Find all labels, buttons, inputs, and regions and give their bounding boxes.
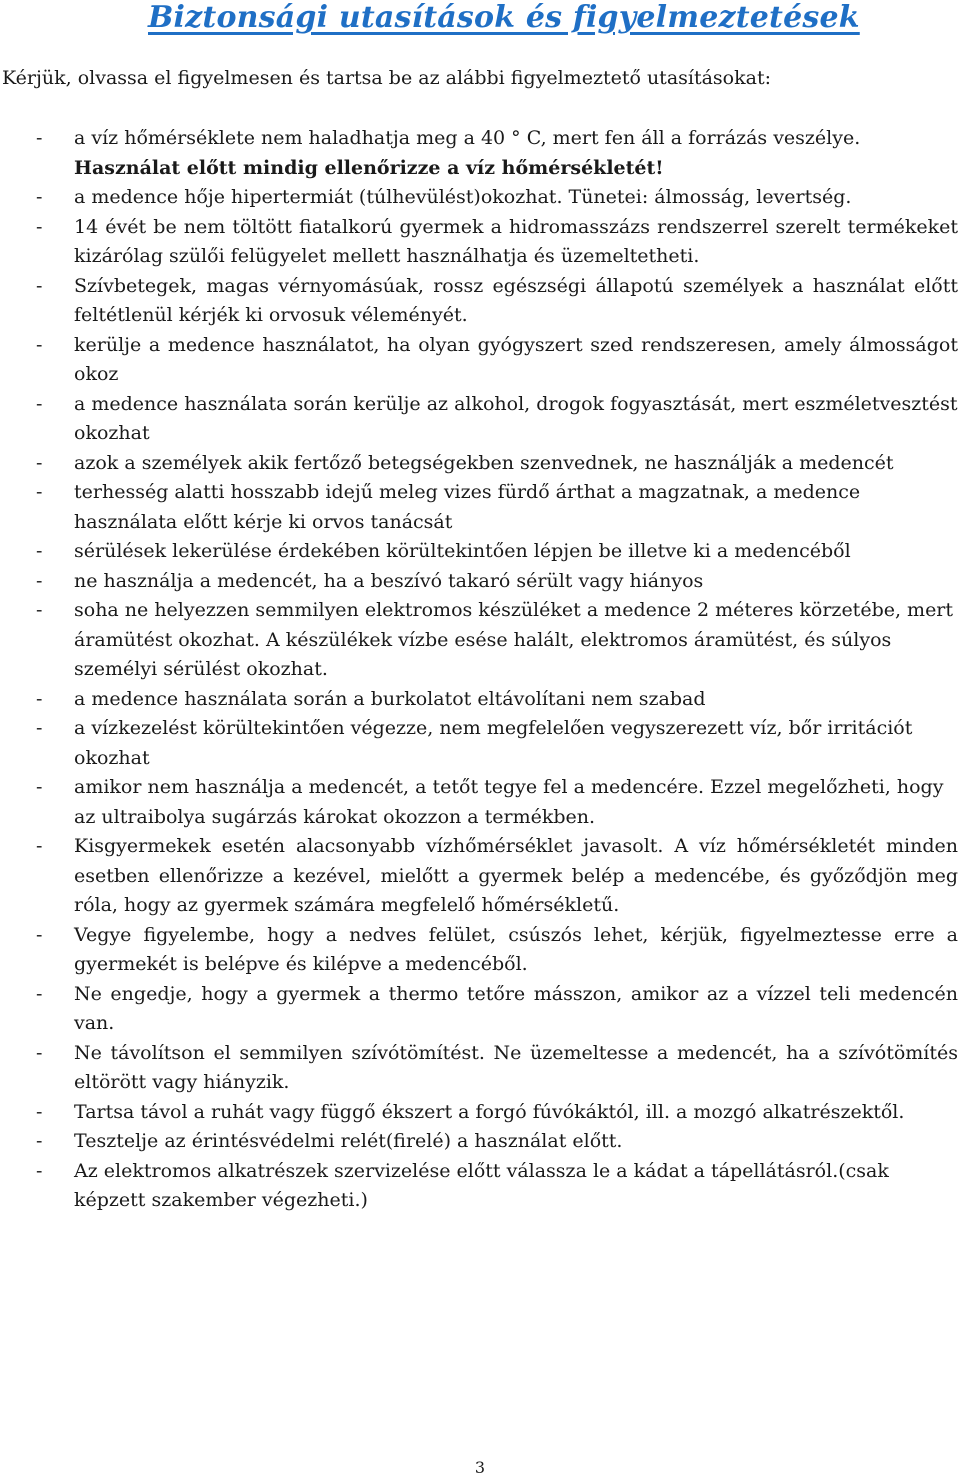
list-item-text: terhesség alatti hosszabb idejű meleg vizes fürdő árthat a magzatnak, a medence használata előtt kérje ki orvos tanácsát <box>74 481 861 533</box>
list-item-text: amikor nem használja a medencét, a tetőt tegye fel a medencére. Ezzel megelőzheti, hogy az ultraibolya sugárzás károkat okozzon a termékben. <box>74 776 944 828</box>
list-item-text: a vízkezelést körültekintően végezze, nem megfelelően vegyszerezett víz, bőr irritációt okozhat <box>74 717 913 769</box>
bullet-dash: - <box>36 776 43 798</box>
list-item <box>0 1157 958 1216</box>
bullet-dash: - <box>36 186 43 208</box>
list-item-text: Vegye figyelembe, hogy a nedves felület, csúszós lehet, kérjük, figyelmeztesse erre a gyermekét is belépve és kilépve a medencéből. <box>74 923 958 975</box>
list-item <box>0 331 958 390</box>
list-item <box>0 449 958 479</box>
bullet-dash: - <box>36 127 43 149</box>
bullet-dash: - <box>36 274 43 297</box>
list-item <box>0 921 958 980</box>
list-item <box>0 124 958 154</box>
bullet-dash: - <box>36 569 43 592</box>
list-item <box>0 773 958 832</box>
page-title: Biztonsági utasítások és figyelmeztetések <box>148 0 860 35</box>
list-item-text: Tartsa távol a ruhát vagy függő ékszert a forgó fúvókáktól, ill. a mozgó alkatrészektől. <box>74 1100 905 1123</box>
list-item <box>0 213 958 272</box>
list-item <box>0 1039 958 1098</box>
bullet-dash: - <box>36 599 43 621</box>
list-item-text: sérülések lekerülése érdekében körültekintően lépjen be illetve ki a medencéből <box>74 540 851 562</box>
bullet-dash: - <box>36 717 43 739</box>
bullet-dash: - <box>36 215 43 238</box>
bullet-dash: - <box>36 1041 43 1064</box>
list-item-text: 14 évét be nem töltött fiatalkorú gyermek a hidromasszázs rendszerrel szerelt termékeket kizárólag szülői felügyelet mellett használhatja és üzemeltetheti. <box>74 215 958 267</box>
list-item <box>0 567 958 597</box>
bullet-dash: - <box>36 687 43 710</box>
list-item <box>0 390 958 449</box>
list-item-text: Ne engedje, hogy a gyermek a thermo tetőre másszon, amikor az a vízzel teli medencén van. <box>74 982 958 1034</box>
bullet-dash: - <box>36 1130 43 1152</box>
bullet-dash: - <box>36 333 43 356</box>
intro-paragraph: Kérjük, olvassa el figyelmesen és tartsa be az alábbi figyelmeztető utasításokat: <box>2 67 771 89</box>
list-item-text: kerülje a medence használatot, ha olyan gyógyszert szed rendszeresen, amely álmosságot okoz <box>74 333 958 385</box>
list-item-text: azok a személyek akik fertőző betegségekben szenvednek, ne használják a medencét <box>74 451 894 474</box>
bullet-dash: - <box>36 835 43 857</box>
list-item-text: a víz hőmérséklete nem haladhatja meg a 40 ° C, mert fen áll a forrázás veszélye. <box>74 127 861 149</box>
list-item <box>0 596 958 685</box>
list-item <box>0 478 958 537</box>
list-item <box>0 685 958 715</box>
list-item <box>0 537 958 567</box>
list-item-text: Tesztelje az érintésvédelmi relét(firelé) a használat előtt. <box>74 1130 623 1152</box>
page-number: 3 <box>474 1458 486 1477</box>
list-item <box>0 1127 958 1157</box>
list-item-text: ne használja a medencét, ha a beszívó takaró sérült vagy hiányos <box>74 569 704 592</box>
bullet-dash: - <box>36 451 43 474</box>
list-item <box>0 272 958 331</box>
list-item <box>0 980 958 1039</box>
bullet-dash: - <box>36 923 43 946</box>
list-item-text: Kisgyermekek esetén alacsonyabb vízhőmérséklet javasolt. A víz hőmérsékletét minden esetben ellenőrizze a kezével, mielőtt a gyermek belép a medencébe, és győződjön meg róla, hogy az gyermek számára megfelelő hőmérsékletű. <box>74 835 958 916</box>
list-item-text: a medence hője hipertermiát (túlhevülést)okozhat. Tünetei: álmosság, levertség. <box>74 186 852 208</box>
list-item <box>0 714 958 773</box>
bullet-dash: - <box>36 982 43 1005</box>
list-item-text: a medence használata során kerülje az alkohol, drogok fogyasztását, mert eszméletvesztést okozhat <box>74 392 958 444</box>
list-item-text: Ne távolítson el semmilyen szívótömítést. Ne üzemeltesse a medencét, ha a szívótömítés eltörött vagy hiányzik. <box>74 1041 958 1093</box>
bullet-dash: - <box>36 1100 43 1123</box>
bullet-dash: - <box>36 481 43 503</box>
bullet-dash: - <box>36 392 43 415</box>
list-item-text: Az elektromos alkatrészek szervizelése előtt válassza le a kádat a tápellátásról.(csak képzett szakember végezheti.) <box>74 1159 889 1211</box>
list-item <box>0 832 958 921</box>
bullet-dash: - <box>36 540 43 562</box>
list-item-text: Szívbetegek, magas vérnyomásúak, rossz egészségi állapotú személyek a használat előtt feltétlenül kérjék ki orvosuk véleményét. <box>74 274 958 326</box>
list-item <box>0 183 958 213</box>
list-item-text: soha ne helyezzen semmilyen elektromos készüléket a medence 2 méteres körzetébe, mert áramütést okozhat. A készülékek vízbe esése halált, elektromos áramütést, és súlyos személyi sérülést okozhat. <box>74 599 954 680</box>
bold-warning: Használat előtt mindig ellenőrizze a víz hőmérsékletét! <box>74 156 664 179</box>
bullet-dash: - <box>36 1159 43 1182</box>
list-item-text: a medence használata során a burkolatot eltávolítani nem szabad <box>74 687 706 710</box>
list-item <box>0 1098 958 1128</box>
safety-list <box>0 124 958 1216</box>
